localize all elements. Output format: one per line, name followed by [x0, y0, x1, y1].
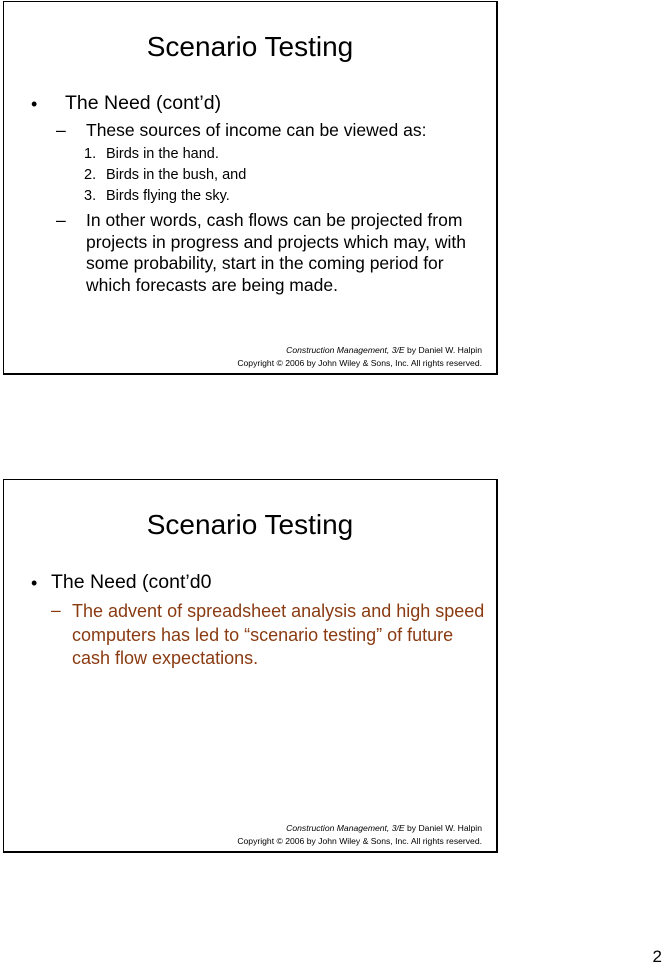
author-credit: by Daniel W. Halpin — [404, 823, 482, 833]
author-credit: by Daniel W. Halpin — [404, 345, 482, 355]
numbered-list — [84, 144, 246, 207]
bullet-heading: The Need (cont’d) — [65, 92, 222, 114]
book-title: Construction Management, 3/E — [286, 823, 405, 833]
list-item: 3. Birds flying the sky. — [84, 188, 230, 204]
bullet-heading: The Need (cont’d0 — [51, 571, 212, 593]
slide-title: Scenario Testing — [146, 31, 354, 62]
sub-bullet-text: The advent of spreadsheet analysis and high speed computers has led to “scenario testing” of future cash flow expectations. — [72, 601, 485, 668]
bullet-dot-icon: • — [31, 573, 38, 593]
list-item: 1. Birds in the hand. — [84, 146, 219, 162]
sub-bullet-text: In other words, cash flows can be projected from projects in progress and projects which may, with some probability, start in the coming period for which forecasts are being made. — [86, 210, 466, 295]
copyright-line: Copyright © 2006 by John Wiley & Sons, Inc. All rights reserved. — [237, 357, 482, 368]
dash-icon: – — [56, 210, 66, 230]
sub-bullet-text: These sources of income can be viewed as: — [86, 120, 427, 140]
bullet-dot-icon: • — [31, 94, 38, 114]
book-title: Construction Management, 3/E — [286, 345, 405, 355]
dash-icon: – — [51, 600, 61, 620]
slide-footer — [237, 344, 482, 369]
copyright-line: Copyright © 2006 by John Wiley & Sons, Inc. All rights reserved. — [237, 835, 482, 846]
slide-footer — [237, 822, 482, 847]
slide-1 — [3, 1, 498, 375]
slide-2 — [3, 479, 498, 853]
page-number: 2 — [652, 947, 662, 966]
dash-icon: – — [56, 120, 66, 140]
list-item: 2. Birds in the bush, and — [84, 167, 247, 183]
slide-title: Scenario Testing — [146, 509, 354, 540]
